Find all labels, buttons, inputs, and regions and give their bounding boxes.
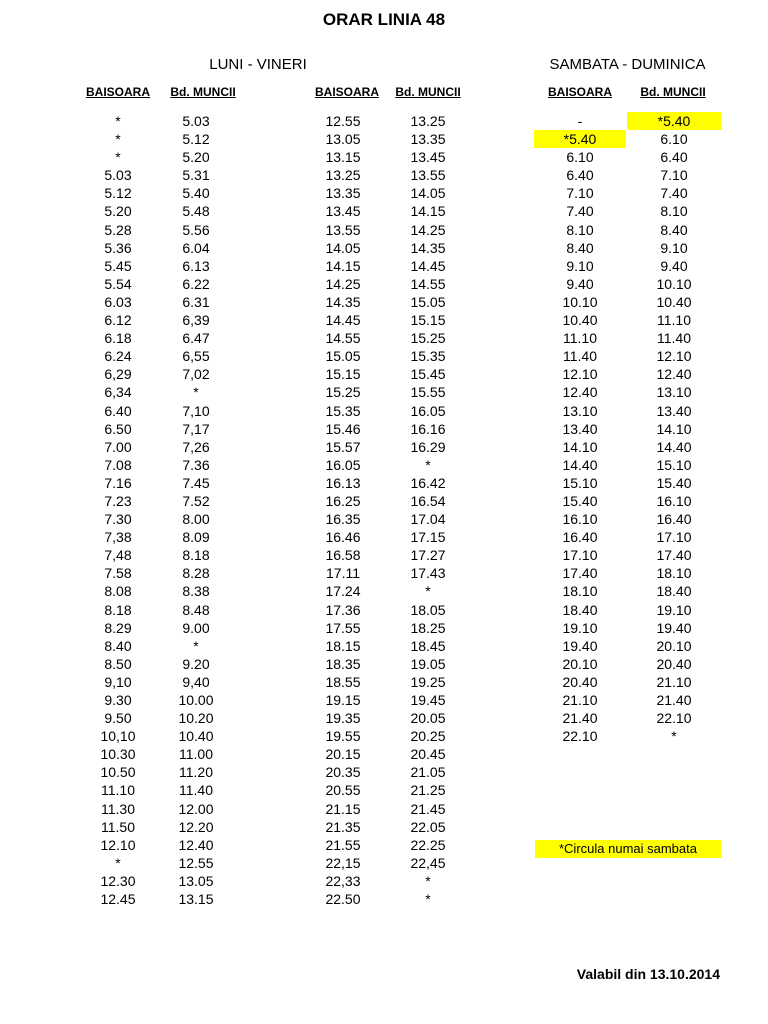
time-cell: 5.03	[182, 113, 210, 129]
time-cell: 9.00	[182, 619, 210, 636]
time-cell: 19.25	[410, 673, 446, 690]
time-cell: 5.12	[182, 131, 210, 148]
time-cell: 12.40	[178, 836, 214, 853]
time-cell: 11.10	[657, 312, 691, 329]
time-cell: 8.00	[182, 511, 210, 528]
time-cell: 8.10	[566, 221, 594, 238]
time-cell: 13.15	[325, 149, 361, 166]
time-cell: 14.55	[410, 275, 446, 292]
time-cell: 7.23	[104, 492, 132, 509]
time-cell: 16.13	[325, 474, 361, 491]
time-cell: 11.30	[101, 800, 135, 817]
time-cell: *	[425, 456, 431, 473]
time-cell: 9.50	[104, 710, 132, 727]
time-cell: 11.40	[657, 330, 691, 347]
time-cell: 5.28	[104, 221, 132, 238]
time-cell: 9.30	[104, 692, 132, 708]
time-cell: 18.55	[325, 673, 361, 690]
time-cell: 17.40	[656, 547, 692, 564]
time-cell: 5.48	[182, 203, 210, 220]
weekday-baisoara-column-1	[78, 112, 158, 908]
time-cell: 19.35	[325, 710, 361, 727]
time-cell: 20.55	[325, 782, 361, 799]
time-cell: 14.05	[325, 239, 361, 256]
time-cell: *	[115, 854, 121, 871]
time-cell: -	[577, 113, 583, 129]
time-cell: 16.16	[410, 420, 446, 437]
time-cell: 10,10	[100, 728, 136, 745]
time-cell: 12.55	[178, 854, 214, 871]
time-cell: 22,33	[325, 872, 361, 889]
time-cell: 7.00	[104, 438, 132, 455]
time-cell: 16.05	[410, 402, 446, 419]
time-cell: 16.40	[656, 511, 692, 528]
time-cell: 8.29	[104, 619, 132, 636]
time-cell: 22.05	[410, 818, 446, 835]
weekend-header-muncii: Bd. MUNCII	[640, 85, 706, 99]
time-cell: 15.57	[325, 438, 361, 455]
time-cell: 13.40	[562, 420, 598, 437]
time-cell: 14.40	[562, 456, 598, 473]
time-cell: 15.55	[410, 384, 446, 401]
time-cell: 10.20	[178, 710, 214, 727]
time-cell: 9.40	[660, 257, 688, 274]
time-cell: 14.45	[325, 312, 361, 329]
time-cell: 15.05	[325, 348, 361, 365]
time-cell: *5.40	[534, 130, 626, 148]
time-cell: 13.45	[410, 149, 446, 166]
weekend-muncii-column	[627, 112, 721, 745]
time-cell: 20.45	[410, 746, 446, 763]
time-cell: 8.10	[660, 203, 688, 220]
time-cell: 18.05	[410, 601, 446, 618]
time-cell: 12.10	[656, 348, 692, 365]
time-cell: 17.10	[562, 547, 598, 564]
time-cell: 20.10	[656, 637, 692, 654]
time-cell: 6.13	[182, 257, 210, 274]
time-cell: 6.04	[182, 239, 210, 256]
time-cell: 16.05	[325, 456, 361, 473]
time-cell: 8.40	[566, 239, 594, 256]
time-cell: 21.15	[325, 800, 361, 817]
time-cell: 6.40	[566, 167, 594, 184]
time-cell: 19.10	[656, 601, 692, 618]
time-cell: 13.35	[325, 185, 361, 202]
time-cell: 9,40	[182, 673, 210, 690]
time-cell: 20.10	[562, 655, 598, 672]
time-cell: *	[193, 384, 199, 401]
time-cell: *	[115, 113, 121, 129]
time-cell: 7,10	[182, 402, 210, 419]
time-cell: 14.25	[410, 221, 446, 238]
time-cell: 8.40	[104, 637, 132, 654]
time-cell: 9.20	[182, 655, 210, 672]
time-cell: 13.25	[325, 167, 361, 184]
time-cell: 17.40	[562, 565, 598, 582]
time-cell: 19.40	[562, 637, 598, 654]
time-cell: 10.10	[656, 275, 692, 292]
time-cell: 7.52	[182, 492, 210, 509]
time-cell: 14.40	[656, 438, 692, 455]
time-cell: 14.35	[325, 293, 361, 310]
time-cell: 6,29	[104, 366, 132, 383]
time-cell: 16.10	[656, 492, 692, 509]
time-cell: 15.25	[410, 330, 446, 347]
time-cell: 9.10	[566, 257, 594, 274]
time-cell: 14.45	[410, 257, 446, 274]
time-cell: 5.40	[182, 185, 210, 202]
time-cell: 6.12	[104, 312, 132, 329]
time-cell: 11.40	[563, 348, 597, 365]
time-cell: 6.40	[660, 149, 688, 166]
time-cell: 12.55	[325, 113, 361, 129]
time-cell: 18.10	[656, 565, 692, 582]
time-cell: 21.35	[325, 818, 361, 835]
time-cell: 16.35	[325, 511, 361, 528]
time-cell: 13.25	[410, 113, 446, 129]
time-cell: 7,48	[104, 547, 132, 564]
time-cell: 20.40	[656, 655, 692, 672]
weekday-baisoara-column-2	[303, 112, 383, 908]
weekend-baisoara-column	[534, 112, 626, 745]
time-cell: 15.15	[410, 312, 446, 329]
time-cell: 22,15	[325, 854, 361, 871]
time-cell: 7,02	[182, 366, 210, 383]
time-cell: 13.55	[410, 167, 446, 184]
time-cell: 20.25	[410, 728, 446, 745]
time-cell: 12.10	[562, 366, 598, 383]
time-cell: 6.03	[104, 293, 132, 310]
time-cell: 6.50	[104, 420, 132, 437]
weekday-muncii-column-1	[156, 112, 236, 908]
time-cell: 18.40	[562, 601, 598, 618]
time-cell: 13.10	[656, 384, 692, 401]
time-cell: 8.40	[660, 221, 688, 238]
time-cell: 14.10	[656, 420, 692, 437]
time-cell: 17.55	[325, 619, 361, 636]
time-cell: 16.54	[410, 492, 446, 509]
time-cell: 8.28	[182, 565, 210, 582]
time-cell: 22.10	[656, 710, 692, 727]
time-cell: 10.40	[178, 728, 214, 745]
time-cell: 5.03	[104, 167, 132, 184]
time-cell: 6.10	[660, 131, 688, 148]
time-cell: 11.50	[101, 818, 135, 835]
time-cell: 13.10	[562, 402, 598, 419]
time-cell: 15.05	[410, 293, 446, 310]
time-cell: 11.10	[101, 782, 135, 799]
time-cell: 12.40	[562, 384, 598, 401]
time-cell: 21.05	[410, 764, 446, 781]
time-cell: 8.18	[104, 601, 132, 618]
time-cell: 22.10	[562, 728, 598, 745]
time-cell: *	[193, 637, 199, 654]
time-cell: 6.31	[182, 293, 210, 310]
time-cell: 13.15	[178, 891, 214, 908]
time-cell: 6.40	[104, 402, 132, 419]
time-cell: 6.10	[566, 149, 594, 166]
time-cell: *5.40	[627, 112, 721, 130]
time-cell: 5.12	[104, 185, 132, 202]
time-cell: 19.10	[562, 619, 598, 636]
time-cell: 12.10	[100, 836, 136, 853]
time-cell: 17.11	[326, 565, 360, 582]
time-cell: 13.40	[656, 402, 692, 419]
time-cell: 16.29	[410, 438, 446, 455]
time-cell: 10.10	[562, 293, 598, 310]
time-cell: 10.40	[656, 293, 692, 310]
time-cell: 17.04	[410, 511, 446, 528]
time-cell: 14.05	[410, 185, 446, 202]
time-cell: 17.36	[325, 601, 361, 618]
time-cell: 13.55	[325, 221, 361, 238]
time-cell: 20.05	[410, 710, 446, 727]
time-cell: 7.40	[566, 203, 594, 220]
time-cell: 12.00	[178, 800, 214, 817]
time-cell: 21.45	[410, 800, 446, 817]
time-cell: 12.45	[100, 891, 136, 908]
time-cell: 17.27	[410, 547, 446, 564]
weekday-title: LUNI - VINERI	[209, 56, 307, 73]
time-cell: 14.25	[325, 275, 361, 292]
time-cell: 6.47	[182, 330, 210, 347]
time-cell: 14.35	[410, 239, 446, 256]
time-cell: 6.22	[182, 275, 210, 292]
time-cell: 7.40	[660, 185, 688, 202]
time-cell: 10.30	[100, 746, 136, 763]
time-cell: 10.50	[100, 764, 136, 781]
time-cell: 8.08	[104, 583, 132, 600]
time-cell: 11.40	[179, 782, 213, 799]
time-cell: 17.24	[325, 583, 361, 600]
time-cell: 13.45	[325, 203, 361, 220]
time-cell: 5.36	[104, 239, 132, 256]
time-cell: 15.15	[325, 366, 361, 383]
time-cell: 15.35	[410, 348, 446, 365]
weekend-title: SAMBATA - DUMINICA	[549, 56, 706, 73]
time-cell: 7.16	[104, 474, 132, 491]
time-cell: 7.58	[104, 565, 132, 582]
time-cell: 19.45	[410, 692, 446, 708]
time-cell: 21.40	[656, 692, 692, 708]
time-cell: 18.10	[562, 583, 598, 600]
time-cell: 15.10	[562, 474, 598, 491]
time-cell: 5.56	[182, 221, 210, 238]
time-cell: 11.20	[179, 764, 213, 781]
time-cell: 11.00	[179, 746, 213, 763]
time-cell: 11.10	[563, 330, 597, 347]
weekend-header-baisoara: BAISOARA	[547, 85, 612, 99]
time-cell: 21.40	[562, 710, 598, 727]
time-cell: 20.15	[325, 746, 361, 763]
time-cell: 9.10	[660, 239, 688, 256]
time-cell: 10.40	[562, 312, 598, 329]
time-cell: 15.46	[325, 420, 361, 437]
time-cell: 16.42	[410, 474, 446, 491]
time-cell: 15.10	[656, 456, 692, 473]
time-cell: *	[425, 583, 431, 600]
time-cell: 16.58	[325, 547, 361, 564]
saturday-only-note: *Circula numai sambata	[535, 840, 721, 858]
time-cell: 15.35	[325, 402, 361, 419]
time-cell: *	[671, 728, 677, 745]
time-cell: 12.30	[100, 872, 136, 889]
time-cell: 8.09	[182, 529, 210, 546]
time-cell: 19.05	[410, 655, 446, 672]
time-cell: 22.50	[325, 891, 361, 908]
time-cell: 9,10	[104, 673, 132, 690]
time-cell: 21.25	[410, 782, 446, 799]
time-cell: 13.35	[410, 131, 446, 148]
time-cell: 8.50	[104, 655, 132, 672]
time-cell: 16.10	[562, 511, 598, 528]
time-cell: 5.45	[104, 257, 132, 274]
time-cell: 9.40	[566, 275, 594, 292]
time-cell: 18.35	[325, 655, 361, 672]
time-cell: 5.20	[104, 203, 132, 220]
time-cell: 22,45	[410, 854, 446, 871]
time-cell: 16.46	[325, 529, 361, 546]
time-cell: 7.36	[182, 456, 210, 473]
time-cell: 17.10	[656, 529, 692, 546]
time-cell: 15.40	[562, 492, 598, 509]
time-cell: 7,17	[182, 420, 210, 437]
weekday-header-baisoara-1: BAISOARA	[85, 85, 150, 99]
time-cell: 20.40	[562, 673, 598, 690]
time-cell: 13.05	[178, 872, 214, 889]
time-cell: 17.43	[410, 565, 446, 582]
time-cell: 18.15	[325, 637, 361, 654]
time-cell: 19.55	[325, 728, 361, 745]
weekday-header-muncii-2: Bd. MUNCII	[395, 85, 461, 99]
time-cell: 18.40	[656, 583, 692, 600]
time-cell: 21.10	[562, 692, 598, 708]
time-cell: *	[115, 149, 121, 166]
time-cell: 6.18	[104, 330, 132, 347]
time-cell: 6.24	[104, 348, 132, 365]
time-cell: 14.15	[325, 257, 361, 274]
time-cell: 12.20	[178, 818, 214, 835]
time-cell: 13.05	[325, 131, 361, 148]
time-cell: 6,55	[182, 348, 210, 365]
time-cell: 20.35	[325, 764, 361, 781]
time-cell: 8.38	[182, 583, 210, 600]
weekday-header-baisoara-2: BAISOARA	[314, 85, 379, 99]
time-cell: 7,38	[104, 529, 132, 546]
time-cell: 18.25	[410, 619, 446, 636]
time-cell: 14.15	[410, 203, 446, 220]
time-cell: 7.10	[660, 167, 688, 184]
time-cell: 21.55	[325, 836, 361, 853]
time-cell: 7.30	[104, 511, 132, 528]
weekday-muncii-column-2	[388, 112, 468, 908]
weekday-header-muncii-1: Bd. MUNCII	[170, 85, 236, 99]
time-cell: 8.18	[182, 547, 210, 564]
time-cell: 15.45	[410, 366, 446, 383]
time-cell: 15.25	[325, 384, 361, 401]
time-cell: 12.40	[656, 366, 692, 383]
time-cell: 18.45	[410, 637, 446, 654]
time-cell: 17.15	[410, 529, 446, 546]
time-cell: 6,39	[182, 312, 210, 329]
valid-from-text: Valabil din 13.10.2014	[576, 966, 720, 982]
time-cell: 7.08	[104, 456, 132, 473]
time-cell: 15.40	[656, 474, 692, 491]
time-cell: 5.54	[104, 275, 132, 292]
time-cell: 6,34	[104, 384, 132, 401]
time-cell: 22.25	[410, 836, 446, 853]
time-cell: 21.10	[656, 673, 692, 690]
time-cell: 7,26	[182, 438, 210, 455]
time-cell: 19.15	[325, 692, 361, 708]
time-cell: *	[425, 891, 431, 908]
time-cell: 16.40	[562, 529, 598, 546]
time-cell: 14.10	[562, 438, 598, 455]
time-cell: 5.20	[182, 149, 210, 166]
time-cell: 16.25	[325, 492, 361, 509]
time-cell: 19.40	[656, 619, 692, 636]
time-cell: 5.31	[182, 167, 210, 184]
time-cell: 7.45	[182, 474, 210, 491]
page-title: ORAR LINIA 48	[322, 10, 446, 29]
time-cell: 14.55	[325, 330, 361, 347]
time-cell: *	[425, 872, 431, 889]
time-cell: 7.10	[566, 185, 594, 202]
time-cell: *	[115, 131, 121, 148]
time-cell: 10.00	[178, 692, 214, 708]
time-cell: 8.48	[182, 601, 210, 618]
